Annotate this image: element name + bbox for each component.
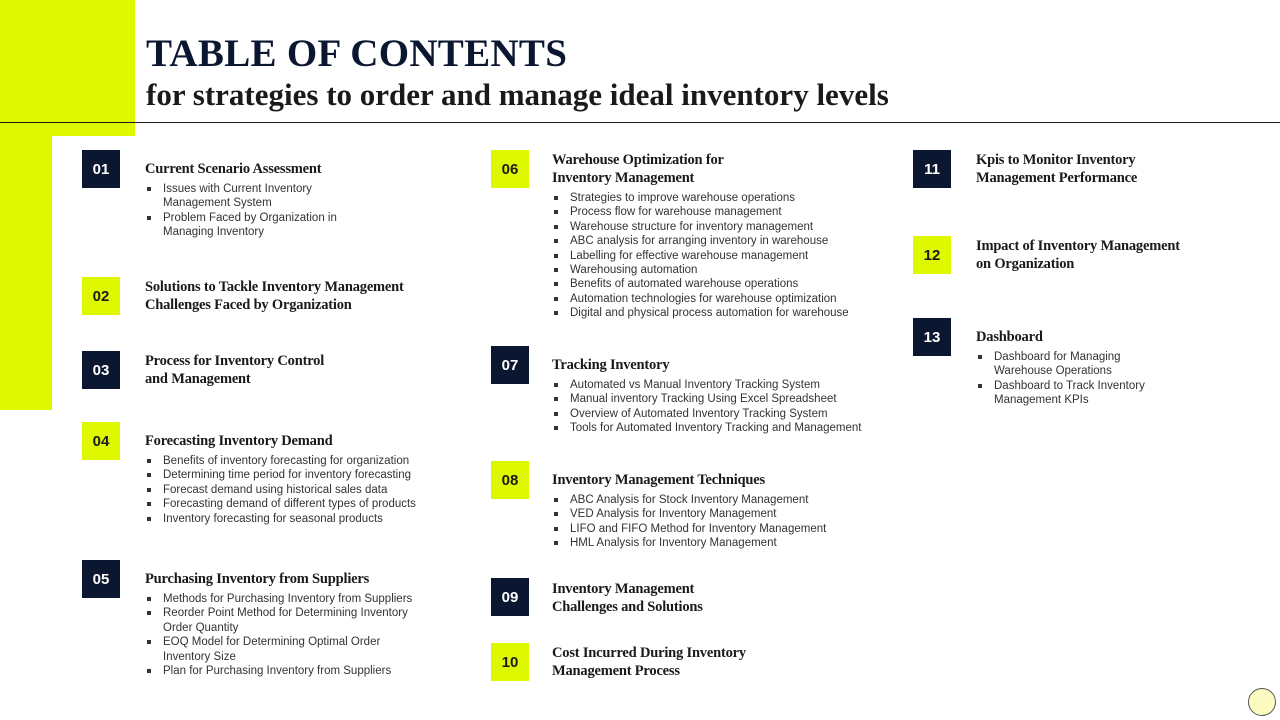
section-title — [976, 237, 1180, 273]
bullet-item — [552, 493, 826, 507]
bullet-item — [552, 407, 862, 421]
toc-item-11[interactable] — [976, 151, 1137, 187]
bullet-line: EOQ Model for Determining Optimal Order — [163, 636, 381, 649]
section-bullet-list — [145, 592, 412, 678]
bullet-line: Inventory Size — [163, 650, 236, 663]
section-title-line: Impact of Inventory Management — [976, 238, 1180, 254]
bullet-item — [552, 421, 862, 435]
section-title-line: Inventory Management — [552, 581, 695, 597]
section-title-line: Current Scenario Assessment — [145, 161, 322, 177]
section-title-line: Kpis to Monitor Inventory — [976, 152, 1136, 168]
bullet-line: Labelling for effective warehouse management — [570, 249, 809, 262]
section-title — [145, 352, 324, 388]
bullet-line: Benefits of inventory forecasting for organization — [163, 455, 410, 467]
section-title-line: Forecasting Inventory Demand — [145, 433, 333, 449]
bullet-line: Management System — [163, 197, 272, 210]
toc-item-01[interactable] — [145, 160, 337, 240]
toc-item-09[interactable] — [552, 580, 703, 616]
bullet-line: HML Analysis for Inventory Management — [570, 537, 777, 550]
section-number-03: 03 — [82, 351, 120, 389]
page-title: TABLE OF CONTENTS — [146, 32, 568, 75]
toc-item-07[interactable] — [552, 356, 862, 436]
bullet-item — [145, 606, 412, 635]
section-title-line: Solutions to Tackle Inventory Management — [145, 279, 404, 295]
toc-item-05[interactable] — [145, 570, 412, 678]
bullet-item — [552, 378, 862, 392]
bullet-line: Manual inventory Tracking Using Excel Spreadsheet — [570, 393, 837, 406]
bullet-item — [552, 536, 826, 550]
section-title-line: Management Process — [552, 663, 680, 679]
header-divider — [0, 122, 1280, 123]
section-number-10: 10 — [491, 643, 529, 681]
section-number-05: 05 — [82, 560, 120, 598]
bullet-line: Forecasting demand of different types of products — [163, 498, 416, 511]
section-bullet-list — [552, 493, 826, 551]
subtitle-prefix: for — [146, 77, 186, 112]
bullet-item — [552, 234, 849, 248]
bullet-item — [145, 454, 416, 468]
section-title-line: Inventory Management Techniques — [552, 472, 765, 488]
bullet-item — [552, 306, 849, 320]
toc-item-06[interactable] — [552, 151, 849, 321]
section-bullet-list — [145, 182, 337, 240]
toc-item-08[interactable] — [552, 471, 826, 551]
toc-item-13[interactable] — [976, 328, 1145, 408]
bullet-item — [552, 220, 849, 234]
bullet-item — [145, 512, 416, 526]
bullet-line: Automated vs Manual Inventory Tracking System — [570, 379, 820, 391]
section-title-line: Inventory Management — [552, 170, 695, 186]
toc-item-02[interactable] — [145, 278, 404, 314]
section-number-13: 13 — [913, 318, 951, 356]
section-title-line: Cost Incurred During Inventory — [552, 645, 746, 661]
section-number-01: 01 — [82, 150, 120, 188]
section-title-line: Dashboard — [976, 329, 1043, 345]
bullet-item — [552, 507, 826, 521]
section-number-11: 11 — [913, 150, 951, 188]
bullet-line: Problem Faced by Organization in — [163, 211, 337, 224]
bullet-line: Forecast demand using historical sales data — [163, 483, 388, 496]
section-number-04: 04 — [82, 422, 120, 460]
bullet-item — [552, 292, 849, 306]
section-title — [145, 570, 412, 588]
bullet-item — [976, 379, 1145, 408]
bullet-line: Management KPIs — [994, 394, 1089, 407]
section-number-07: 07 — [491, 346, 529, 384]
bullet-item — [552, 263, 849, 277]
section-title-line: on Organization — [976, 256, 1075, 272]
section-title — [552, 644, 746, 680]
bullet-item — [552, 277, 849, 291]
bullet-line: ABC Analysis for Stock Inventory Management — [570, 494, 809, 506]
section-title-line: and Management — [145, 371, 251, 387]
section-number-06: 06 — [491, 150, 529, 188]
bullet-item — [145, 182, 337, 211]
bullet-line: Determining time period for inventory forecasting — [163, 469, 412, 482]
section-bullet-list — [552, 378, 862, 436]
bullet-line: Dashboard for Managing — [994, 351, 1121, 363]
section-number-09: 09 — [491, 578, 529, 616]
section-title — [976, 151, 1137, 187]
section-title — [552, 471, 826, 489]
section-title-line: Challenges Faced by Organization — [145, 297, 352, 313]
bullet-line: Strategies to improve warehouse operations — [570, 192, 796, 204]
bullet-item — [145, 483, 416, 497]
bullet-item — [145, 635, 412, 664]
section-title-line: Purchasing Inventory from Suppliers — [145, 571, 370, 587]
slide-nav-circle-icon[interactable] — [1248, 688, 1276, 716]
section-title-line: Process for Inventory Control — [145, 353, 325, 369]
bullet-line: VED Analysis for Inventory Management — [570, 508, 777, 521]
bullet-line: Dashboard to Track Inventory — [994, 379, 1145, 392]
section-title — [976, 328, 1145, 346]
bullet-item — [552, 191, 849, 205]
page-subtitle — [146, 76, 889, 114]
bullet-line: Warehousing automation — [570, 264, 698, 277]
bullet-line: Plan for Purchasing Inventory from Suppliers — [163, 665, 392, 678]
section-title-line: Challenges and Solutions — [552, 599, 703, 615]
section-bullet-list — [552, 191, 849, 321]
toc-item-10[interactable] — [552, 644, 746, 680]
bullet-item — [145, 211, 337, 240]
bullet-item — [145, 664, 412, 678]
bullet-line: ABC analysis for arranging inventory in warehouse — [570, 235, 829, 248]
section-title — [145, 278, 404, 314]
section-title — [552, 356, 862, 374]
bullet-item — [552, 249, 849, 263]
bullet-item — [145, 497, 416, 511]
section-title — [552, 151, 849, 187]
bullet-line: Methods for Purchasing Inventory from Suppliers — [163, 593, 413, 605]
section-title — [145, 432, 416, 450]
bullet-line: Overview of Automated Inventory Tracking System — [570, 407, 828, 420]
bullet-line: Tools for Automated Inventory Tracking and Management — [570, 422, 862, 435]
bullet-line: Order Quantity — [163, 621, 239, 634]
accent-block-side — [0, 122, 52, 410]
accent-block-notch — [52, 122, 135, 136]
section-number-02: 02 — [82, 277, 120, 315]
bullet-line: Digital and physical process automation for warehouse — [570, 307, 849, 320]
section-number-08: 08 — [491, 461, 529, 499]
section-bullet-list — [976, 350, 1145, 408]
subtitle-text: strategies to order and manage ideal inventory levels — [185, 77, 889, 112]
bullet-line: Process flow for warehouse management — [570, 206, 782, 219]
bullet-line: Issues with Current Inventory — [163, 183, 312, 195]
section-title-line: Tracking Inventory — [552, 357, 670, 373]
bullet-item — [552, 392, 862, 406]
bullet-line: LIFO and FIFO Method for Inventory Management — [570, 522, 827, 535]
section-bullet-list — [145, 454, 416, 526]
section-title — [145, 160, 337, 178]
bullet-line: Inventory forecasting for seasonal products — [163, 512, 383, 525]
bullet-line: Automation technologies for warehouse optimization — [570, 292, 837, 305]
bullet-item — [552, 205, 849, 219]
toc-item-12[interactable] — [976, 237, 1180, 273]
section-title-line: Warehouse Optimization for — [552, 152, 724, 168]
bullet-item — [145, 592, 412, 606]
section-title — [552, 580, 703, 616]
bullet-line: Warehouse Operations — [994, 365, 1112, 378]
section-title-line: Management Performance — [976, 170, 1138, 186]
bullet-item — [976, 350, 1145, 379]
bullet-line: Managing Inventory — [163, 226, 265, 239]
bullet-item — [145, 468, 416, 482]
bullet-line: Warehouse structure for inventory management — [570, 220, 814, 233]
accent-block-top — [0, 0, 135, 122]
section-number-12: 12 — [913, 236, 951, 274]
bullet-line: Benefits of automated warehouse operations — [570, 278, 799, 291]
bullet-line: Reorder Point Method for Determining Inventory — [163, 607, 408, 620]
bullet-item — [552, 522, 826, 536]
toc-item-03[interactable] — [145, 352, 324, 388]
toc-item-04[interactable] — [145, 432, 416, 526]
